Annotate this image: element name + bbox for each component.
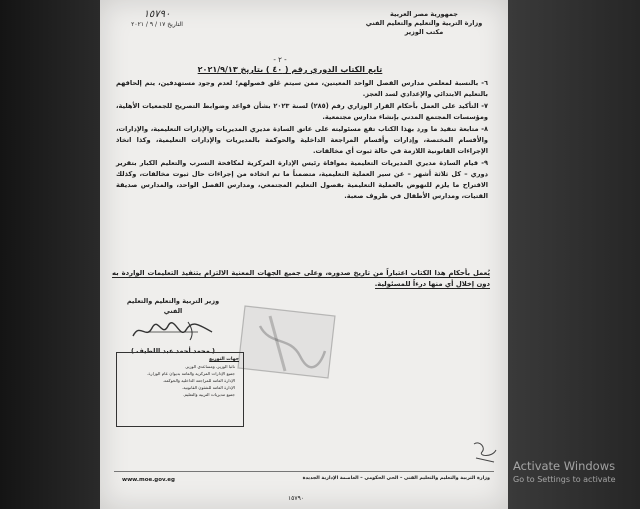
activate-windows-title: Activate Windows: [513, 459, 616, 473]
footer-address: وزارة التربية والتعليم والتعليم الفني – الحي الحكومي – العاصمة الإدارية الجديدة: [302, 476, 490, 481]
document-page: [100, 0, 508, 509]
closing-statement: [112, 268, 490, 290]
ministry-name: وزارة التربية والتعليم والتعليم الفني: [365, 19, 483, 27]
footer-website: www.moe.gov.eg: [122, 477, 175, 483]
document-reference: [122, 10, 192, 30]
activate-windows-watermark: [513, 459, 638, 485]
document-body: [116, 78, 488, 203]
screen-backdrop-right: [508, 0, 640, 509]
paragraph-7: ٧- التأكيد على العمل بأحكام القرار الوزاري رقم (٢٨٥) لسنة ٢٠٢٣ بشأن قواعد وضوابط التصريح للجمعيات الأهلية، ومؤسسات المجتمع المدني بإنشاء مدارس مجتمعية.: [116, 102, 489, 121]
reference-number: ١٥٧٩٠: [143, 9, 171, 20]
distribution-item: الإدارة العامة للمراجعة الداخلية والحوكمة.: [162, 378, 235, 383]
footer-divider: [114, 471, 494, 472]
activate-windows-subtitle: Go to Settings to activate: [513, 475, 616, 484]
page-number: - ٢ -: [273, 56, 287, 64]
screen-backdrop-left: [0, 0, 100, 509]
distribution-list: [121, 363, 239, 398]
paragraph-9: ٩- قيام السادة مديري المديريات التعليمية بموافاة رئيس الإدارة المركزية لمكافحة التسرب والتعليم الكبار بتقرير دوري – كل ثلاثة أشهر – عن سير العملية التعليمية، متضمناً ما تم اتخاذه من إجراءات حال ثبوت مخالفات، وكذلك الاقتراح ما يلزم للنهوض بالعملية التعليمية بفصول التعليم المجتمعي، ومدارس الفصل الواحد، والمدارس صديقة الفتيات، ومدارس الأطفال في ظروف صعبة.: [116, 159, 488, 200]
footer-code: ١٥٧٩٠: [287, 495, 305, 502]
closing-text: يُعمل بأحكام هذا الكتاب اعتباراً من تاريخ صدوره، وعلى جميع الجهات المعنية الالتزام بتنفيذ التعليمات الواردة به دون إخلال أي منها درءاً للمسئولية.: [112, 269, 490, 288]
handwritten-note-mark: [470, 438, 500, 468]
signatory-title: وزير التربية والتعليم والتعليم الفني: [126, 297, 220, 315]
reference-date: التاريخ ١٧ / ٩ / ٢٠٢١: [131, 21, 183, 28]
paragraph-6: ٦- بالنسبة لمعلمي مدارس الفصل الواحد المعينين، ممن سيتم غلق فصولهم؛ لعدم وجود مستهدفين، يتم إلحاقهم بالتعليم الابتدائي والإعدادي لسد العجز.: [116, 79, 488, 98]
handwritten-signature: [128, 318, 218, 344]
distribution-item: جميع الإدارات المركزية والعامة بديوان عام الوزارة.: [147, 371, 235, 376]
distribution-title: جهات التوزيع: [209, 357, 239, 362]
distribution-item: نائبا الوزير، ومساعدي الوزير.: [184, 364, 235, 369]
distribution-item: الإدارة العامة للشئون القانونية.: [181, 385, 235, 390]
distribution-item: جميع مديريات التربية والتعليم.: [183, 392, 235, 397]
office-name: مكتب الوزير: [404, 28, 444, 36]
official-stamp: [230, 296, 350, 386]
distribution-list-box: [116, 352, 244, 427]
country-name: جمهورية مصر العربية: [390, 10, 458, 18]
paragraph-8: ٨- متابعة تنفيذ ما ورد بهذا الكتاب تقع مسئوليته على عاتق السادة مديري المديريات والإدارات التعليمية، والإدارات، والأقسام المختصة، وإدارات وأقسام المراجعة الداخلية والحوكمة بالمديريات والإدارات التعليمية، وكذا اتخاذ الإجراءات القانونية اللازمة في حالة ثبوت أي مخالفات.: [116, 125, 488, 155]
signatory-name: ( محمد أحمد عبد اللطيف ): [131, 347, 215, 355]
signature-block: [118, 296, 228, 356]
document-title: تابع الكتاب الدوري رقم ( ٤٠ ) بتاريخ ٢٠٢١/٩/١٣: [197, 65, 383, 74]
ministry-header: [354, 10, 494, 37]
